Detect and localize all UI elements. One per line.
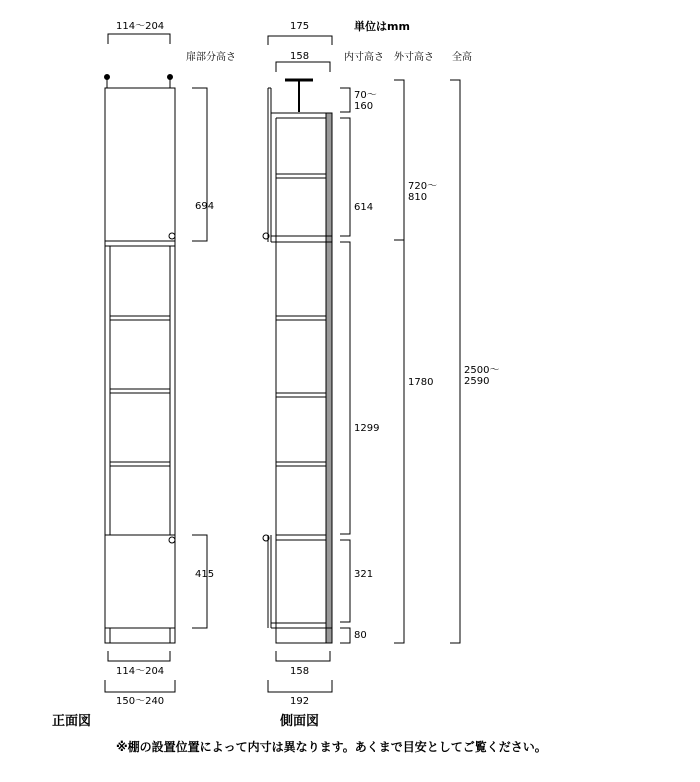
side-top-depth-label: 175 xyxy=(290,21,310,32)
middle-inner-label: 1299 xyxy=(354,423,380,434)
front-inner-width-label: 114〜204 xyxy=(116,666,165,677)
side-inner-top-depth-label: 158 xyxy=(290,51,310,62)
footnote: ※棚の設置位置によって内寸は異なります。あくまで目安としてご覧ください。 xyxy=(116,740,547,754)
door-upper-label: 694 xyxy=(195,201,215,212)
upper-gap-label: 70〜 160 xyxy=(354,90,377,112)
front-top-width-label: 114〜204 xyxy=(116,21,165,32)
door-height-header: 扉部分高さ xyxy=(186,52,236,63)
inner-height-header: 内寸高さ xyxy=(344,52,384,63)
door-lower-label: 415 xyxy=(195,569,215,580)
side-outer-depth-label: 192 xyxy=(290,696,310,707)
lower-outer-label: 1780 xyxy=(408,377,434,388)
side-inner-depth-label: 158 xyxy=(290,666,310,677)
total-height-header: 全高 xyxy=(452,52,472,63)
base-label: 80 xyxy=(354,630,367,641)
upper-outer-label: 720〜 810 xyxy=(408,181,438,203)
unit-note: 単位はmm xyxy=(354,20,410,33)
total-height-label: 2500〜 2590 xyxy=(464,365,500,387)
lower-inner-label: 321 xyxy=(354,569,374,580)
front-view-title: 正面図 xyxy=(52,714,92,729)
side-view-title: 側面図 xyxy=(280,714,320,729)
front-outer-width-label: 150〜240 xyxy=(116,696,165,707)
upper-inner-label: 614 xyxy=(354,202,374,213)
outer-height-header: 外寸高さ xyxy=(394,52,434,63)
